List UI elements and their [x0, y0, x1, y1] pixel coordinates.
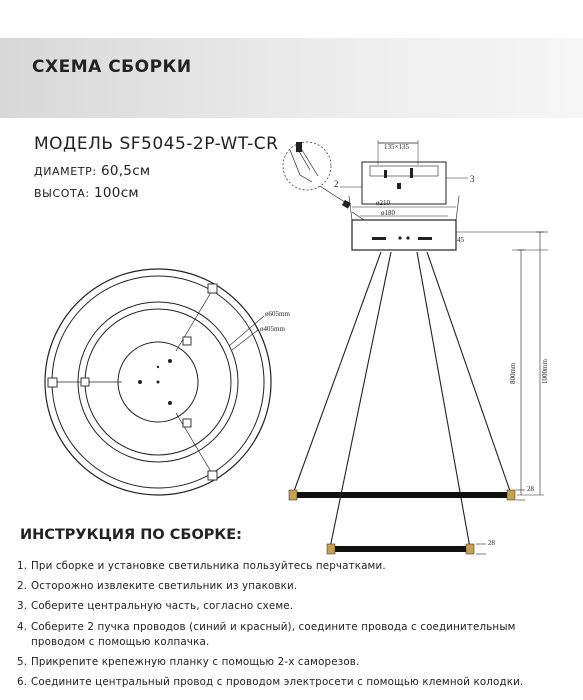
lower-ring-thickness: 28 — [488, 539, 495, 547]
callout-2: 2 — [334, 179, 339, 189]
height-label: ВЫСОТА: — [34, 187, 90, 200]
list-item: 2. Осторожно извлеките светильник из упаковки. — [17, 580, 298, 593]
spacing-label: 135×135 — [384, 143, 409, 151]
bottom-ring-label: ø405mm — [260, 325, 285, 333]
canopy-height-label: 45 — [457, 236, 464, 244]
instruction-list — [17, 559, 577, 695]
canopy-assembly — [340, 140, 468, 250]
dimension-lines — [456, 232, 548, 495]
diameter-value: 60,5см — [100, 163, 151, 179]
upper-ring-thickness: 28 — [527, 485, 534, 493]
thickness-marks — [476, 490, 525, 554]
list-item: 5. Прикрепите крепежную планку с помощью 2-х саморезов. — [17, 655, 360, 668]
list-item: 6. Соедините центральный провод с проводом электросети с помощью клемной колодки. — [17, 675, 524, 688]
cable-length-label: 800mm — [509, 362, 517, 384]
top-ring-label: ø605mm — [265, 310, 290, 318]
canopy-screws — [138, 359, 172, 405]
height-value: 100см — [94, 185, 139, 201]
suspension-cables — [293, 252, 511, 548]
model-label: МОДЕЛЬ — [34, 134, 114, 154]
wire-detail-sketch — [283, 142, 364, 220]
list-item: 3. Соберите центральную часть, согласно схеме. — [17, 600, 294, 613]
upper-ring-side — [289, 490, 515, 500]
page-title: СХЕМА СБОРКИ — [32, 57, 192, 77]
total-height-label: 1000mm — [541, 359, 549, 384]
instructions-title: ИНСТРУКЦИЯ ПО СБОРКЕ: — [20, 527, 242, 543]
list-item: 4. Соберите 2 пучка проводов (синий и красный), соедините провода с соединительным проводом с помощью колпачка. — [17, 620, 516, 648]
canopy-inner-label: ø180 — [381, 209, 395, 217]
diameter-label: ДИАМЕТР: — [34, 165, 97, 178]
list-item: 1. При сборке и установке светильника пользуйтесь перчатками. — [17, 560, 386, 572]
lower-ring-side — [327, 544, 474, 554]
callout-3: 3 — [470, 174, 475, 184]
canopy-outer-label: ø210 — [376, 199, 390, 207]
wire-detail-marks — [296, 142, 351, 209]
model-value: SF5045-2P-WT-CR — [119, 134, 279, 154]
